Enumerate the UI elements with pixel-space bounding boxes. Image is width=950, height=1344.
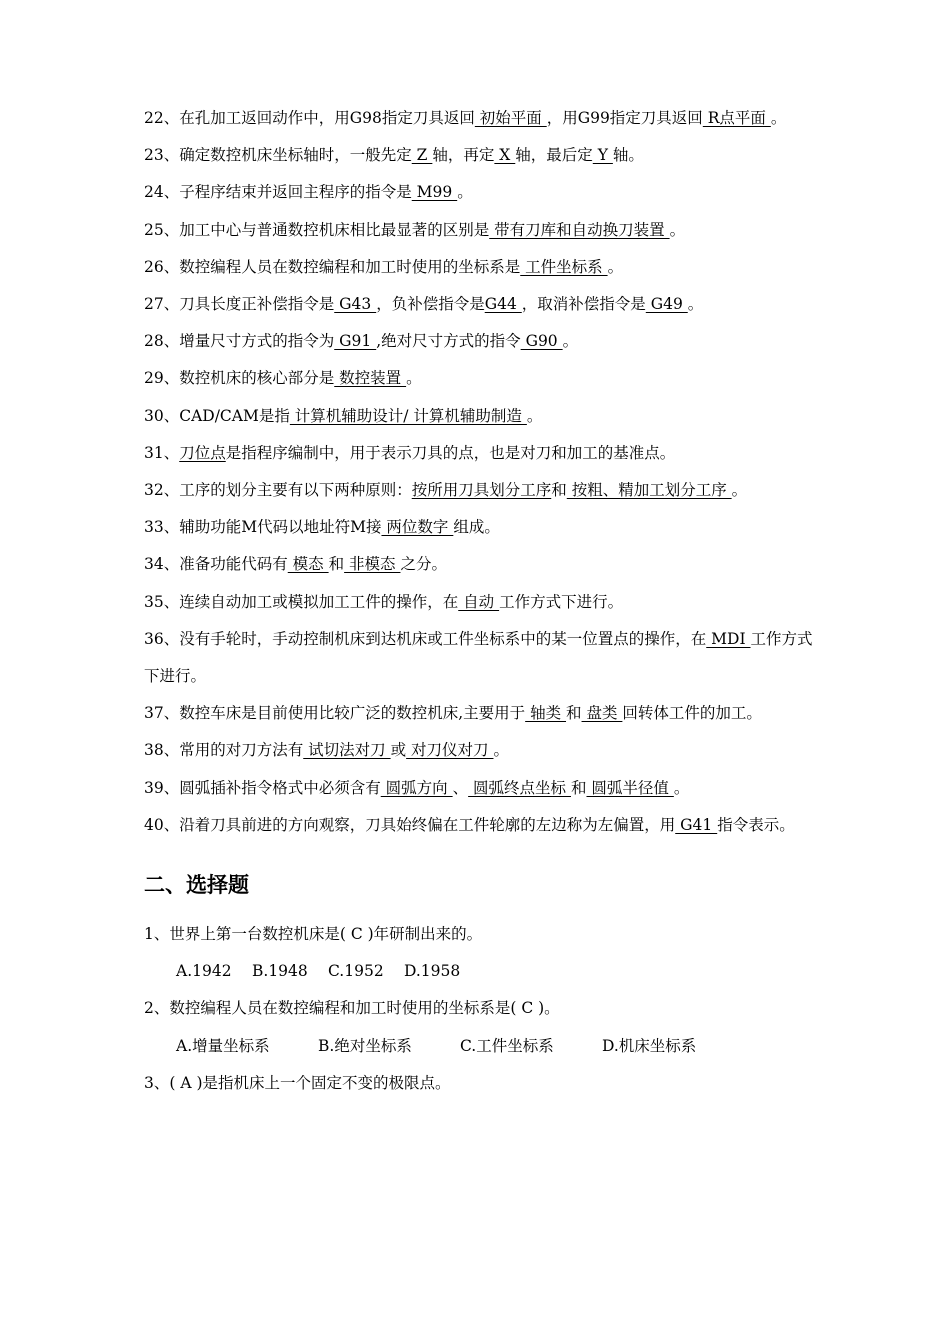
question-text: 35、连续自动加工或模拟加工工件的操作，在 [144,592,459,611]
choice-options [144,1028,814,1065]
answer-blank: 圆弧终点坐标 [468,778,571,797]
answer-blank: G41 [675,815,718,834]
question-text: 和 [551,481,567,500]
question-text: 29、数控机床的核心部分是 [144,369,335,388]
question-text: 。 [669,220,686,239]
answer-blank: 按粗、精加工划分工序 [566,481,732,500]
answer-blank: 刀位点 [179,443,226,462]
answer-blank: 圆弧方向 [380,778,453,797]
answer-blank: 按所用刀具划分工序 [411,481,552,500]
question-text: 。 [770,109,787,127]
answer-blank: 轴类 [525,704,567,723]
question-text: 。 [406,369,422,388]
choice-options [144,953,814,990]
fill-in-question-list [144,100,814,844]
document-page [144,100,814,1102]
fill-in-question [144,546,814,583]
fill-in-question [144,360,814,397]
question-text: 或 [390,741,407,760]
fill-in-question [144,249,814,286]
question-text: 工作方式下进行。 [499,592,624,611]
question-text: 26、数控编程人员在数控编程和加工时使用的坐标系是 [144,257,521,276]
question-text: 33、辅助功能M代码以地址符M接 [144,518,382,537]
answer-blank: MDI [706,629,751,648]
question-text: ，用G99指定刀具返回 [546,109,703,127]
choice-question: 1、世界上第一台数控机床是( C )年研制出来的。 [144,925,483,944]
fill-in-question [144,732,814,769]
question-text: 。 [673,778,690,797]
question-text: 23、确定数控机床坐标轴时，一般先定 [144,146,412,165]
answer-blank: G91 [334,332,377,351]
question-text: 。 [607,257,624,276]
question-text: 轴，再定 [432,146,495,165]
answer-blank: 数控装置 [334,369,407,388]
question-text: 是指程序编制中，用于表示刀具的点，也是对刀和加工的基准点。 [225,443,676,462]
answer-blank: G43 [334,295,377,314]
answer-blank: 自动 [458,592,500,611]
answer-blank: Z [411,146,433,165]
question-text: 和 [566,704,582,723]
fill-in-question [144,770,814,807]
fill-in-question [144,212,814,249]
question-text: ，负补偿指令是 [376,295,485,314]
question-text: 37、数控车床是目前使用比较广泛的数控机床,主要用于 [144,704,526,723]
question-text: 31、 [144,443,180,462]
choice-option: D.机床坐标系 [602,1036,697,1055]
fill-in-question [144,584,814,621]
fill-in-question [144,100,814,137]
question-text: 。 [687,295,704,314]
question-text: 30、CAD/CAM是指 [144,406,290,425]
fill-in-question [144,174,814,211]
fill-in-question [144,509,814,546]
choice-option: B.绝对坐标系 [318,1036,412,1055]
choice-option: A.增量坐标系 [176,1036,270,1055]
question-text: 回转体工件的加工。 [622,704,762,723]
question-text: 工作方式下进行。 [144,629,813,686]
fill-in-question [144,621,814,695]
question-text: 组成。 [453,518,500,537]
fill-in-question [144,435,814,472]
question-text: 39、圆弧插补指令格式中必须含有 [144,778,381,797]
question-text: 40、沿着刀具前进的方向观察，刀具始终偏在工件轮廓的左边称为左偏置，用 [144,815,676,834]
answer-blank: 盘类 [581,704,623,723]
answer-blank: 非模态 [344,555,401,574]
answer-blank: R点平面 [702,109,771,127]
fill-in-question [144,323,814,360]
answer-blank: 计算机辅助设计/ 计算机辅助制造 [289,406,527,425]
question-text: 。 [457,183,473,202]
question-text: 24、子程序结束并返回主程序的指令是 [144,183,412,202]
choice-option: A.1942 [176,962,232,981]
answer-blank: 两位数字 [381,518,454,537]
answer-blank: Y [592,146,613,165]
answer-blank: M99 [411,183,458,202]
answer-blank: 模态 [287,555,329,574]
question-text: 32、工序的划分主要有以下两种原则： [144,481,412,500]
choice-option: C.工件坐标系 [460,1036,554,1055]
fill-in-question [144,695,814,732]
question-text: 22、在孔加工返回动作中，用G98指定刀具返回 [144,109,475,127]
question-text: 、 [452,778,469,797]
choice-question-list [144,916,814,1102]
answer-blank: G44 [484,295,522,314]
answer-blank: G49 [645,295,688,314]
question-text: 之分。 [400,555,447,574]
fill-in-question [144,807,814,844]
question-text: ，取消补偿指令是 [521,295,646,314]
fill-in-question [144,137,814,174]
question-text: 。 [731,481,748,500]
question-text: 25、加工中心与普通数控机床相比最显著的区别是 [144,220,490,239]
answer-blank: 初始平面 [474,109,547,127]
question-text: 轴。 [612,146,644,165]
choice-option: D.1958 [404,962,461,981]
question-text: 。 [562,332,579,351]
answer-blank: 工件坐标系 [520,257,608,276]
fill-in-question [144,286,814,323]
choice-option: B.1948 [252,962,308,981]
question-text: 和 [570,778,587,797]
choice-option: C.1952 [328,962,384,981]
question-text: 。 [493,741,509,760]
question-text: 27、刀具长度正补偿指令是 [144,295,335,314]
answer-blank: X [494,146,516,165]
question-text: 。 [526,406,543,425]
question-text: 36、没有手轮时，手动控制机床到达机床或工件坐标系中的某一位置点的操作，在 [144,629,707,648]
question-text: 28、增量尺寸方式的指令为 [144,332,335,351]
choice-question: 3、( A )是指机床上一个固定不变的极限点。 [144,1073,451,1092]
question-text: 38、常用的对刀方法有 [144,741,304,760]
fill-in-question [144,472,814,509]
question-text: ,绝对尺寸方式的指令 [376,332,521,351]
section-title: 二、选择题 [144,873,249,898]
answer-blank: G90 [520,332,563,351]
answer-blank: 圆弧半径值 [586,778,674,797]
question-text: 轴，最后定 [515,146,593,165]
answer-blank: 试切法对刀 [303,741,391,760]
choice-question: 2、数控编程人员在数控编程和加工时使用的坐标系是( C )。 [144,999,560,1018]
answer-blank: 对刀仪对刀 [406,741,494,760]
question-text: 34、准备功能代码有 [144,555,288,574]
answer-blank: 带有刀库和自动换刀装置 [489,220,670,239]
question-text: 指令表示。 [717,815,795,834]
fill-in-question [144,398,814,435]
question-text: 和 [328,555,345,574]
